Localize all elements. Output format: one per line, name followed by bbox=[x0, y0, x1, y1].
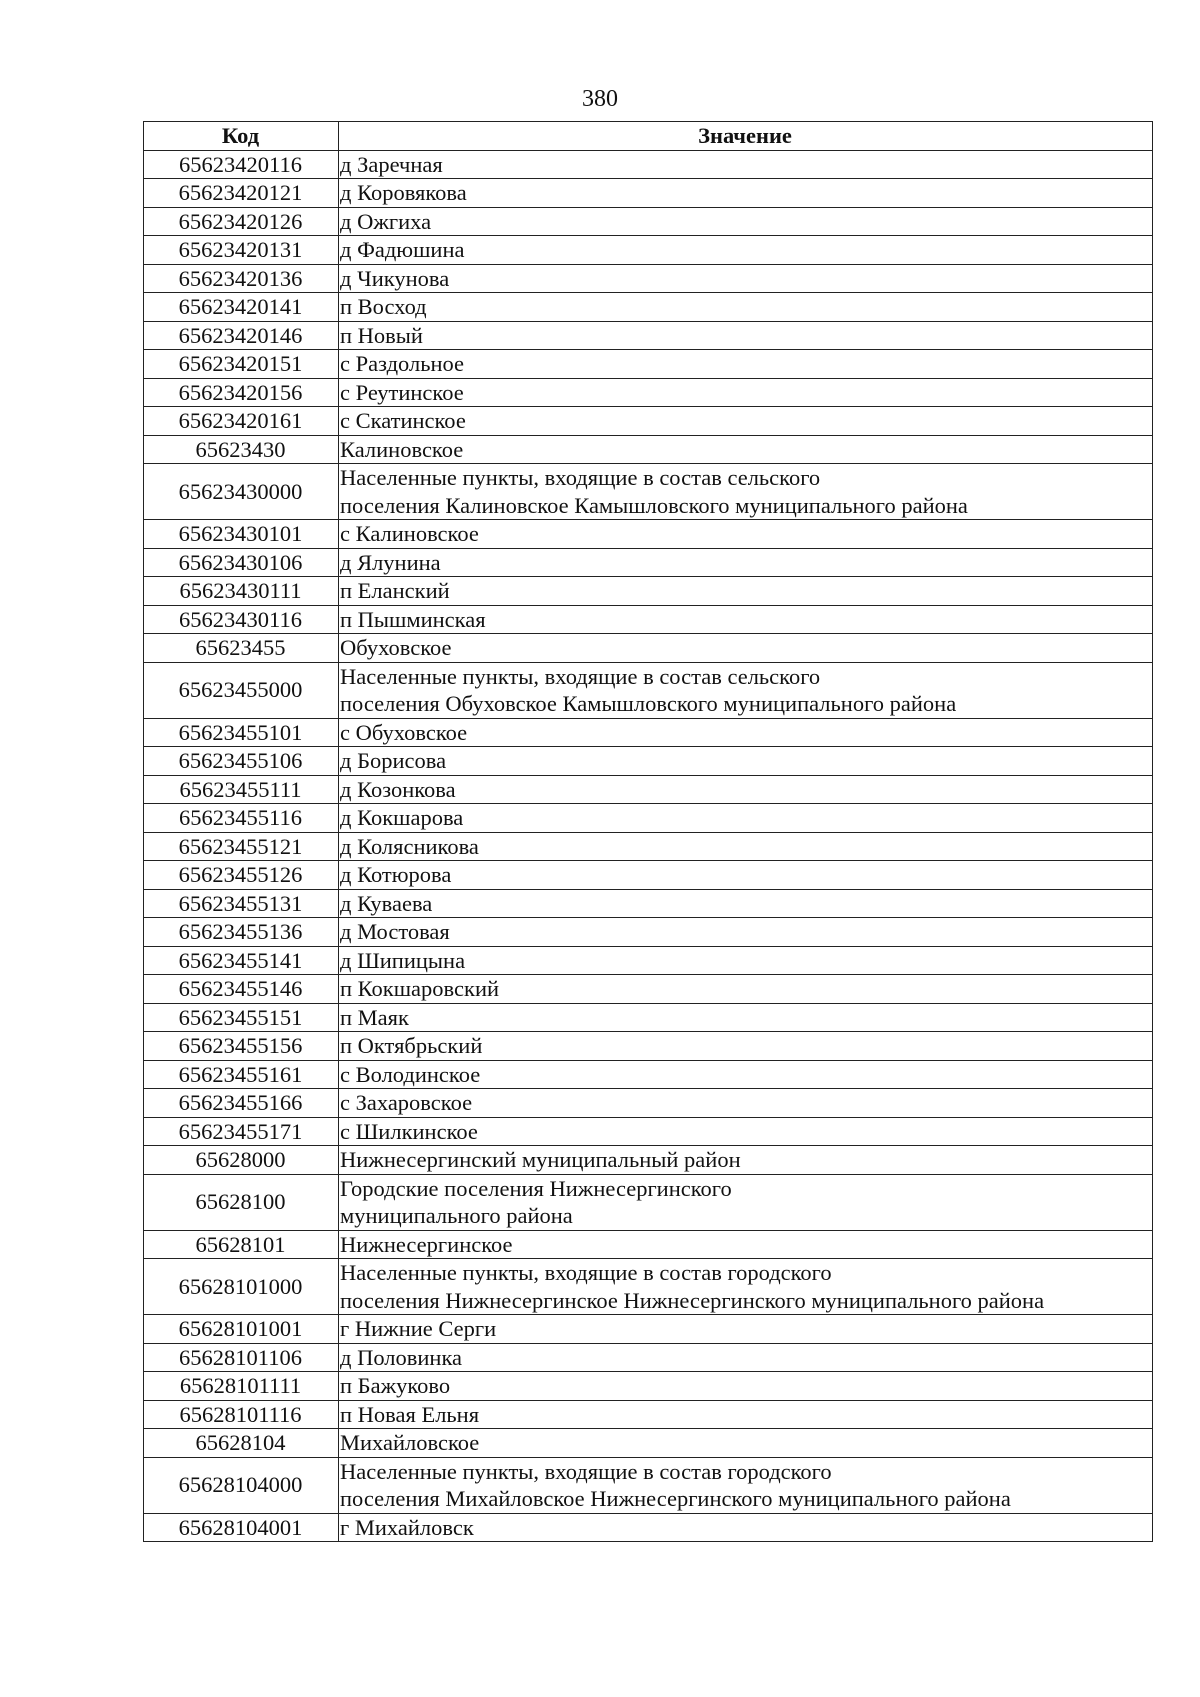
table-row bbox=[144, 179, 1153, 208]
row-code: 65623455126 bbox=[144, 861, 339, 890]
row-code: 65623455131 bbox=[144, 889, 339, 918]
row-value bbox=[339, 1146, 1153, 1175]
row-code: 65623420121 bbox=[144, 179, 339, 208]
row-value-line: д Половинка bbox=[340, 1344, 463, 1370]
table-row bbox=[144, 1032, 1153, 1061]
row-code: 65628101116 bbox=[144, 1400, 339, 1429]
header-value: Значение bbox=[339, 122, 1153, 151]
table-row bbox=[144, 207, 1153, 236]
row-value bbox=[339, 179, 1153, 208]
row-code: 65623420141 bbox=[144, 293, 339, 322]
table-row bbox=[144, 718, 1153, 747]
row-code: 65623455111 bbox=[144, 775, 339, 804]
header-code: Код bbox=[144, 122, 339, 151]
row-value bbox=[339, 293, 1153, 322]
row-value bbox=[339, 1315, 1153, 1344]
table-row bbox=[144, 975, 1153, 1004]
table-row bbox=[144, 1372, 1153, 1401]
row-value bbox=[339, 150, 1153, 179]
row-value bbox=[339, 946, 1153, 975]
row-value bbox=[339, 718, 1153, 747]
row-value-line: Населенные пункты, входящие в состав городского bbox=[340, 1260, 832, 1285]
row-value-line: с Захаровское bbox=[340, 1090, 473, 1115]
row-value bbox=[339, 1372, 1153, 1401]
row-code: 65623430106 bbox=[144, 548, 339, 577]
row-value bbox=[339, 634, 1153, 663]
row-code: 65628101 bbox=[144, 1230, 339, 1259]
row-value bbox=[339, 1003, 1153, 1032]
row-value-line: д Чикунова bbox=[340, 265, 450, 291]
row-value bbox=[339, 577, 1153, 606]
row-value bbox=[339, 378, 1153, 407]
row-value bbox=[339, 747, 1153, 776]
row-code: 65623455101 bbox=[144, 718, 339, 747]
row-code: 65623455116 bbox=[144, 804, 339, 833]
row-value-line: п Кокшаровский bbox=[340, 976, 500, 1001]
row-code: 65623455151 bbox=[144, 1003, 339, 1032]
row-code: 65628104001 bbox=[144, 1513, 339, 1542]
table-row bbox=[144, 264, 1153, 293]
table-row bbox=[144, 548, 1153, 577]
table-row bbox=[144, 1117, 1153, 1146]
table-row bbox=[144, 832, 1153, 861]
row-value bbox=[339, 1429, 1153, 1458]
table-row bbox=[144, 1230, 1153, 1259]
row-value-line: д Куваева bbox=[340, 890, 433, 916]
table-row bbox=[144, 407, 1153, 436]
row-code: 65623420146 bbox=[144, 321, 339, 350]
row-value bbox=[339, 605, 1153, 634]
table-row bbox=[144, 775, 1153, 804]
table-row bbox=[144, 747, 1153, 776]
table-row bbox=[144, 1315, 1153, 1344]
row-code: 65628100 bbox=[144, 1174, 339, 1230]
row-value bbox=[339, 548, 1153, 577]
row-value bbox=[339, 861, 1153, 890]
row-value bbox=[339, 918, 1153, 947]
row-value-line: Городские поселения Нижнесергинского bbox=[340, 1175, 732, 1201]
row-value-line: с Обуховское bbox=[340, 719, 468, 745]
row-value-line: поселения Калиновское Камышловского муниципального района bbox=[340, 492, 968, 518]
row-value bbox=[339, 775, 1153, 804]
row-value bbox=[339, 975, 1153, 1004]
table-row bbox=[144, 1400, 1153, 1429]
row-value bbox=[339, 207, 1153, 236]
row-value-line: п Октябрьский bbox=[340, 1033, 483, 1058]
row-code: 65623455136 bbox=[144, 918, 339, 947]
row-code: 65623455141 bbox=[144, 946, 339, 975]
row-code: 65623420116 bbox=[144, 150, 339, 179]
row-value-line: д Коровякова bbox=[340, 180, 467, 205]
row-value bbox=[339, 832, 1153, 861]
row-value bbox=[339, 1060, 1153, 1089]
row-value bbox=[339, 1400, 1153, 1429]
row-value bbox=[339, 407, 1153, 436]
row-code: 65628101001 bbox=[144, 1315, 339, 1344]
row-value-line: Нижнесергинский муниципальный район bbox=[340, 1147, 741, 1172]
row-value-line: д Козонкова bbox=[340, 776, 456, 802]
row-value bbox=[339, 1457, 1153, 1513]
table-row bbox=[144, 804, 1153, 833]
row-value-line: д Ожгиха bbox=[340, 208, 432, 234]
table-row bbox=[144, 946, 1153, 975]
row-value-line: с Володинское bbox=[340, 1061, 481, 1087]
row-code: 65623430116 bbox=[144, 605, 339, 634]
row-code: 65623420161 bbox=[144, 407, 339, 436]
row-value-line: п Маяк bbox=[340, 1004, 409, 1030]
row-value bbox=[339, 1032, 1153, 1061]
row-code: 65623420156 bbox=[144, 378, 339, 407]
row-value bbox=[339, 435, 1153, 464]
row-value-line: Калиновское bbox=[340, 436, 464, 462]
row-code: 65628000 bbox=[144, 1146, 339, 1175]
table-row bbox=[144, 1089, 1153, 1118]
row-value-line: Нижнесергинское bbox=[340, 1231, 513, 1257]
row-value-line: с Скатинское bbox=[340, 408, 466, 433]
table-row bbox=[144, 236, 1153, 265]
row-code: 65628104000 bbox=[144, 1457, 339, 1513]
row-code: 65623455 bbox=[144, 634, 339, 663]
table-row bbox=[144, 520, 1153, 549]
row-value-line: д Колясникова bbox=[340, 833, 479, 859]
row-code: 65628104 bbox=[144, 1429, 339, 1458]
row-value bbox=[339, 1089, 1153, 1118]
row-value-line: с Раздольное bbox=[340, 351, 465, 376]
row-value-line: д Котюрова bbox=[340, 862, 452, 887]
table-row bbox=[144, 918, 1153, 947]
row-value-line: г Михайловск bbox=[340, 1514, 474, 1540]
row-value bbox=[339, 1117, 1153, 1146]
row-value-line: п Восход bbox=[340, 294, 427, 319]
table-row bbox=[144, 435, 1153, 464]
row-value bbox=[339, 804, 1153, 833]
row-value-line: п Новая Ельня bbox=[340, 1401, 480, 1427]
row-value-line: Населенные пункты, входящие в состав сельского bbox=[340, 465, 821, 490]
table-row bbox=[144, 605, 1153, 634]
row-code: 65623430000 bbox=[144, 464, 339, 520]
row-value-line: поселения Михайловское Нижнесергинского муниципального района bbox=[340, 1486, 1011, 1511]
row-value bbox=[339, 264, 1153, 293]
row-value bbox=[339, 1230, 1153, 1259]
table-row bbox=[144, 1146, 1153, 1175]
row-code: 65623455161 bbox=[144, 1060, 339, 1089]
code-table bbox=[143, 121, 1153, 1542]
row-value-line: д Мостовая bbox=[340, 919, 450, 944]
row-code: 65623455156 bbox=[144, 1032, 339, 1061]
row-value-line: Обуховское bbox=[340, 635, 452, 660]
row-value-line: д Заречная bbox=[340, 151, 443, 177]
row-value-line: п Новый bbox=[340, 322, 423, 348]
row-value-line: с Калиновское bbox=[340, 521, 479, 546]
table-row bbox=[144, 293, 1153, 322]
row-value bbox=[339, 350, 1153, 379]
row-value bbox=[339, 1259, 1153, 1315]
table-row bbox=[144, 1060, 1153, 1089]
row-value bbox=[339, 1343, 1153, 1372]
table-row bbox=[144, 1429, 1153, 1458]
row-value-line: с Реутинское bbox=[340, 379, 464, 405]
row-value-line: поселения Обуховское Камышловского муниципального района bbox=[340, 691, 957, 716]
row-code: 65623455166 bbox=[144, 1089, 339, 1118]
table-row bbox=[144, 1259, 1153, 1315]
table-row bbox=[144, 1343, 1153, 1372]
row-code: 65623420136 bbox=[144, 264, 339, 293]
table-row bbox=[144, 464, 1153, 520]
row-code: 65628101106 bbox=[144, 1343, 339, 1372]
row-value-line: п Пышминская bbox=[340, 606, 486, 632]
table-row bbox=[144, 889, 1153, 918]
row-value-line: д Фадюшина bbox=[340, 237, 465, 262]
page-number: 380 bbox=[582, 86, 618, 112]
table-row bbox=[144, 1174, 1153, 1230]
row-code: 65623430101 bbox=[144, 520, 339, 549]
row-code: 65623455000 bbox=[144, 662, 339, 718]
row-value-line: п Бажуково bbox=[340, 1373, 451, 1398]
row-code: 65623420131 bbox=[144, 236, 339, 265]
table-row bbox=[144, 662, 1153, 718]
row-code: 65623430 bbox=[144, 435, 339, 464]
row-code: 65623455146 bbox=[144, 975, 339, 1004]
row-code: 65623430111 bbox=[144, 577, 339, 606]
table-row bbox=[144, 321, 1153, 350]
row-code: 65628101111 bbox=[144, 1372, 339, 1401]
row-value bbox=[339, 1174, 1153, 1230]
row-value-line: д Кокшарова bbox=[340, 805, 464, 830]
row-value-line: поселения Нижнесергинское Нижнесергинского муниципального района bbox=[340, 1287, 1045, 1313]
table-row bbox=[144, 861, 1153, 890]
row-value bbox=[339, 464, 1153, 520]
row-code: 65623455121 bbox=[144, 832, 339, 861]
row-value bbox=[339, 520, 1153, 549]
table-row bbox=[144, 1513, 1153, 1542]
table-row bbox=[144, 350, 1153, 379]
row-value-line: г Нижние Серги bbox=[340, 1316, 497, 1341]
row-value-line: Населенные пункты, входящие в состав сельского bbox=[340, 663, 821, 689]
row-value bbox=[339, 889, 1153, 918]
row-code: 65623455106 bbox=[144, 747, 339, 776]
row-value bbox=[339, 236, 1153, 265]
table-row bbox=[144, 634, 1153, 663]
table-header bbox=[144, 122, 1153, 151]
row-code: 65623420126 bbox=[144, 207, 339, 236]
table-row bbox=[144, 1457, 1153, 1513]
row-value bbox=[339, 1513, 1153, 1542]
row-value-line: Михайловское bbox=[340, 1430, 480, 1455]
table-body bbox=[144, 150, 1153, 1542]
table-row bbox=[144, 577, 1153, 606]
table-row bbox=[144, 1003, 1153, 1032]
row-code: 65628101000 bbox=[144, 1259, 339, 1315]
row-value-line: муниципального района bbox=[340, 1203, 573, 1228]
row-value-line: д Борисова bbox=[340, 748, 447, 773]
table-row bbox=[144, 150, 1153, 179]
row-value-line: п Еланский bbox=[340, 578, 450, 603]
row-value-line: с Шилкинское bbox=[340, 1118, 478, 1144]
row-value bbox=[339, 662, 1153, 718]
row-code: 65623455171 bbox=[144, 1117, 339, 1146]
row-code: 65623420151 bbox=[144, 350, 339, 379]
header-row bbox=[144, 122, 1153, 151]
row-value-line: Населенные пункты, входящие в состав городского bbox=[340, 1458, 832, 1484]
row-value bbox=[339, 321, 1153, 350]
table-row bbox=[144, 378, 1153, 407]
row-value-line: д Шипицына bbox=[340, 947, 466, 973]
row-value-line: д Ялунина bbox=[340, 549, 441, 575]
